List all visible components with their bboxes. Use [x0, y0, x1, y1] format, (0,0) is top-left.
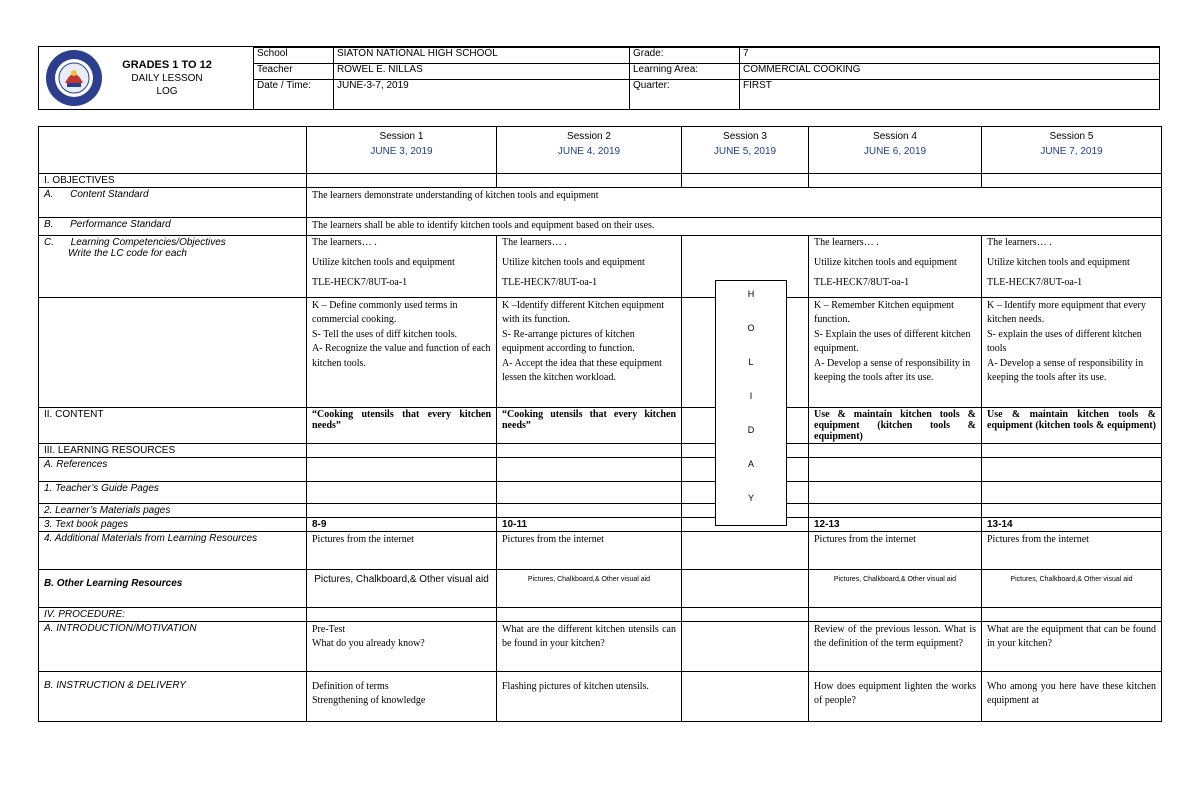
header-row-date: [254, 80, 1160, 110]
competencies-row: [39, 235, 1162, 297]
learners-materials-label: 2. Learner’s Materials pages: [39, 503, 307, 517]
other-resources-row: [39, 569, 1162, 607]
lesson-log-table: [38, 126, 1162, 722]
lc-session-2: The learners… . Utilize kitchen tools and equipment TLE-HECK7/8UT-oa-1: [497, 235, 682, 297]
session-4-header: Session 4 JUNE 6, 2019: [809, 127, 982, 174]
competencies-label: C. Learning Competencies/Objectives Write the LC code for each: [39, 235, 307, 297]
introduction-label: A. INTRODUCTION/MOTIVATION: [39, 621, 307, 671]
additional-materials-row: [39, 531, 1162, 569]
quarter-value: FIRST: [740, 80, 1160, 110]
additional-materials-label: 4. Additional Materials from Learning Resources: [39, 531, 307, 569]
instruction-session-2: Flashing pictures of kitchen utensils.: [497, 671, 682, 721]
content-standard-row: [39, 188, 1162, 218]
teacher-value: ROWEL E. NILLAS: [334, 64, 630, 80]
header-row-school: [254, 48, 1160, 64]
resources-row: [39, 443, 1162, 457]
performance-standard-row: [39, 218, 1162, 236]
title-line-3: LOG: [156, 86, 178, 97]
header-block: [38, 46, 1160, 110]
learning-area-value: COMMERCIAL COOKING: [740, 64, 1160, 80]
lc-session-1: The learners… . Utilize kitchen tools and equipment TLE-HECK7/8UT-oa-1: [307, 235, 497, 297]
session-3-header: Session 3 JUNE 5, 2019: [682, 127, 809, 174]
grade-label: Grade:: [630, 48, 740, 64]
references-row: [39, 457, 1162, 481]
school-value: SIATON NATIONAL HIGH SCHOOL: [334, 48, 630, 64]
other-resources-session-2: Pictures, Chalkboard,& Other visual aid: [497, 569, 682, 607]
holiday-letter: O: [747, 323, 755, 333]
session-5-header: Session 5 JUNE 7, 2019: [982, 127, 1162, 174]
corner-cell: [39, 127, 307, 174]
other-resources-session-4: Pictures, Chalkboard,& Other visual aid: [809, 569, 982, 607]
content-session-2: “Cooking utensils that every kitchen needs”: [497, 407, 682, 443]
quarter-label: Quarter:: [630, 80, 740, 110]
date-label: Date / Time:: [254, 80, 334, 110]
other-resources-label: B. Other Learning Resources: [39, 569, 307, 607]
additional-session-1: Pictures from the internet: [307, 531, 497, 569]
resources-heading: III. LEARNING RESOURCES: [39, 443, 307, 457]
additional-session-2: Pictures from the internet: [497, 531, 682, 569]
session-1-header: Session 1 JUNE 3, 2019: [307, 127, 497, 174]
school-label: School: [254, 48, 334, 64]
teachers-guide-label: 1. Teacher’s Guide Pages: [39, 481, 307, 503]
title-line-2: DAILY LESSON: [131, 73, 203, 84]
additional-session-4: Pictures from the internet: [809, 531, 982, 569]
lc-session-5: The learners… . Utilize kitchen tools and equipment TLE-HECK7/8UT-oa-1: [982, 235, 1162, 297]
instruction-session-1: Definition of terms Strengthening of knowledge: [307, 671, 497, 721]
learners-materials-row: [39, 503, 1162, 517]
date-value: JUNE-3-7, 2019: [334, 80, 630, 110]
performance-standard-label: B. Performance Standard: [39, 218, 307, 236]
objectives-row: [39, 174, 1162, 188]
holiday-letter: H: [747, 289, 755, 299]
objectives-session-4: K – Remember Kitchen equipment function. S- Explain the uses of different kitchen equipment. A- Develop a sense of responsibility in keeping the tools after its use.: [809, 297, 982, 407]
content-standard-text: The learners demonstrate understanding of kitchen tools and equipment: [307, 188, 1162, 218]
header-row-teacher: [254, 64, 1160, 80]
instruction-label: B. INSTRUCTION & DELIVERY: [39, 671, 307, 721]
holiday-letter: A: [747, 459, 754, 469]
content-row: [39, 407, 1162, 443]
lc-session-4: The learners… . Utilize kitchen tools and equipment TLE-HECK7/8UT-oa-1: [809, 235, 982, 297]
procedure-heading: IV. PROCEDURE:: [39, 607, 307, 621]
holiday-letter: D: [747, 425, 755, 435]
sessions-row: [39, 127, 1162, 174]
teacher-label: Teacher: [254, 64, 334, 80]
title-line-1: GRADES 1 TO 12: [122, 59, 212, 71]
log-title: [119, 59, 215, 98]
holiday-letter: I: [749, 391, 753, 401]
textbook-session-2: 10-11: [497, 517, 682, 531]
content-session-5: Use & maintain kitchen tools & equipment (kitchen tools & equipment): [982, 407, 1162, 443]
textbook-label: 3. Text book pages: [39, 517, 307, 531]
textbook-session-1: 8-9: [307, 517, 497, 531]
deped-seal-icon: [45, 49, 103, 107]
introduction-session-1: Pre-Test What do you already know?: [307, 621, 497, 671]
objectives-heading: I. OBJECTIVES: [39, 174, 307, 188]
teachers-guide-row: [39, 481, 1162, 503]
introduction-row: [39, 621, 1162, 671]
introduction-session-2: What are the different kitchen utensils can be found in your kitchen?: [497, 621, 682, 671]
additional-session-5: Pictures from the internet: [982, 531, 1162, 569]
session-2-header: Session 2 JUNE 4, 2019: [497, 127, 682, 174]
introduction-session-5: What are the equipment that can be found in your kitchen?: [982, 621, 1162, 671]
introduction-session-4: Review of the previous lesson. What is the definition of the term equipment?: [809, 621, 982, 671]
grade-value: 7: [740, 48, 1160, 64]
holiday-box: [715, 280, 787, 526]
textbook-session-4: 12-13: [809, 517, 982, 531]
other-resources-session-1: Pictures, Chalkboard,& Other visual aid: [307, 569, 497, 607]
header-info-table: [253, 47, 1160, 110]
performance-standard-text: The learners shall be able to identify kitchen tools and equipment based on their uses.: [307, 218, 1162, 236]
references-label: A. References: [39, 457, 307, 481]
objectives-session-5: K – Identify more equipment that every kitchen needs. S- explain the uses of different kitchen tools A- Develop a sense of responsibility in keeping the tools after its use.: [982, 297, 1162, 407]
content-heading: II. CONTENT: [39, 407, 307, 443]
instruction-row: [39, 671, 1162, 721]
holiday-letter: Y: [747, 493, 754, 503]
instruction-session-4: How does equipment lighten the works of people?: [809, 671, 982, 721]
textbook-session-5: 13-14: [982, 517, 1162, 531]
content-session-1: “Cooking utensils that every kitchen needs”: [307, 407, 497, 443]
procedure-row: [39, 607, 1162, 621]
content-standard-label: A. Content Standard: [39, 188, 307, 218]
learning-area-label: Learning Area:: [630, 64, 740, 80]
instruction-session-5: Who among you here have these kitchen equipment at: [982, 671, 1162, 721]
textbook-row: [39, 517, 1162, 531]
content-session-4: Use & maintain kitchen tools & equipment (kitchen tools & equipment): [809, 407, 982, 443]
objectives-detail-row: [39, 297, 1162, 407]
other-resources-session-5: Pictures, Chalkboard,& Other visual aid: [982, 569, 1162, 607]
objectives-session-2: K –Identify different Kitchen equipment with its function. S- Re-arrange pictures of kitchen equipment according to function. A- Accept the idea that these equipment lessen the kitchen workload.: [497, 297, 682, 407]
holiday-letter: L: [748, 357, 754, 367]
objectives-session-1: K – Define commonly used terms in commercial cooking. S- Tell the uses of diff kitchen tools. A- Recognize the value and function of each kitchen tools.: [307, 297, 497, 407]
